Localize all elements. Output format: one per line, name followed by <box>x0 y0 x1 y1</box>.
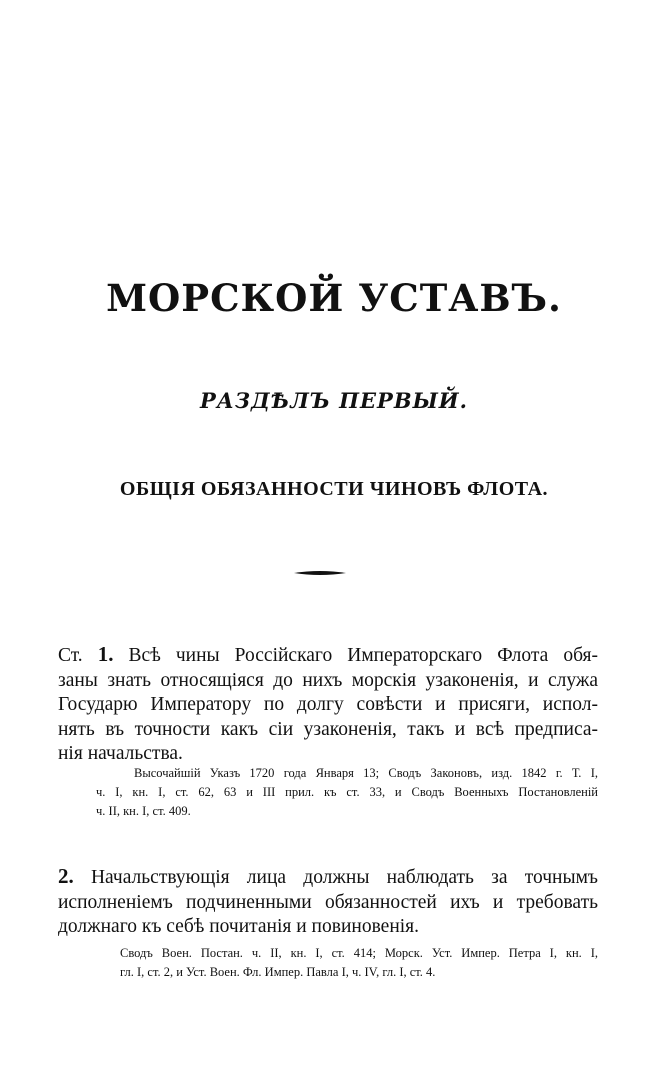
article-number: 2. <box>58 864 74 888</box>
article-line: нія начальства. <box>58 743 183 764</box>
article-1-reference <box>96 764 598 821</box>
article-2 <box>58 864 598 940</box>
divider-ornament <box>294 568 346 578</box>
article-line: должнаго къ себѣ почитанія и повиновенія. <box>58 916 420 937</box>
article-1 <box>58 642 598 767</box>
article-2-reference <box>120 944 598 982</box>
article-line <box>58 864 598 891</box>
article-line: заны знать относящіяся до нихъ морскія узаконенія, и служа <box>58 669 598 691</box>
article-text: Начальствующія лица должны наблюдать за точнымъ <box>90 867 598 888</box>
article-line: Государю Императору по долгу совѣсти и присяги, испол- <box>58 694 598 715</box>
article-text: Всѣ чины Россійскаго Императорскаго Флота обя- <box>128 645 598 666</box>
article-line <box>58 642 598 669</box>
article-line: исполненіемъ подчиненными обязанностей ихъ и требовать <box>58 891 598 913</box>
reference-line: Высочайшій Указъ 1720 года Января 13; Сводъ Законовъ, изд. 1842 г. Т. I, <box>134 766 598 780</box>
article-prefix: Ст. <box>58 645 98 666</box>
chapter-subtitle: ОБЩІЯ ОБЯЗАННОСТИ ЧИНОВЪ ФЛОТА. <box>119 478 549 500</box>
reference-line: ч. II, кн. I, ст. 409. <box>96 804 191 818</box>
reference-line: ч. I, кн. I, ст. 62, 63 и III прил. къ ст. 33, и Сводъ Военныхъ Постановленій <box>96 785 598 799</box>
section-heading: РАЗДѢЛЪ ПЕРВЫЙ. <box>200 388 468 413</box>
reference-line: гл. I, ст. 2, и Уст. Воен. Фл. Импер. Павла I, ч. IV, гл. I, ст. 4. <box>120 965 436 979</box>
reference-line: Сводъ Воен. Постан. ч. II, кн. I, ст. 414; Морск. Уст. Импер. Петра I, кн. I, <box>120 946 598 960</box>
article-line: нять въ точности какъ сіи узаконенія, такъ и всѣ предписа- <box>58 718 598 740</box>
document-title: МОРСКОЙ УСТАВЪ. <box>106 276 562 320</box>
article-number: 1. <box>97 642 114 666</box>
